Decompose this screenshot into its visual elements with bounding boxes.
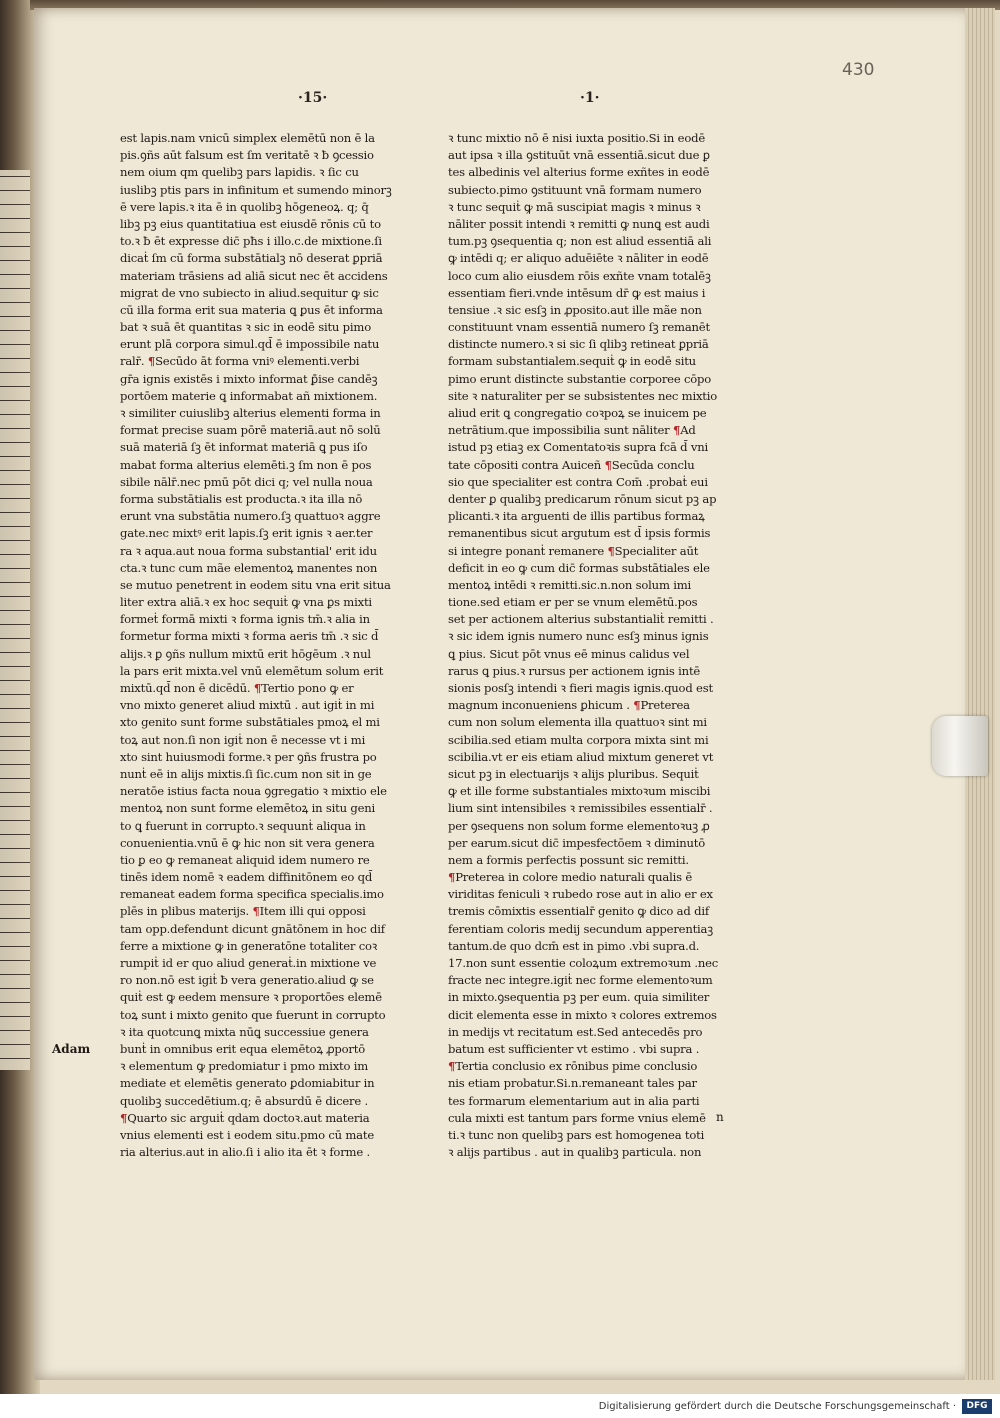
text-line: in medijs vt recitatum est.Sed antecedēs pro — [448, 1024, 703, 1039]
text-line: vno mixto generet aliud mixtū . aut igiṫ in mi — [120, 698, 375, 713]
text-line: tes albedinis vel alterius forme exñtes in eodē — [448, 165, 710, 180]
text-line: tinēs idem nomē ꝛ eadem diffinitōnem eo qd̄ — [120, 870, 373, 885]
margin-note: Adam — [52, 1042, 91, 1056]
running-head-left: ·15· — [298, 90, 328, 106]
text-line: cula mixti est tantum pars forme vnius elemē — [448, 1110, 706, 1125]
text-line: mentoꝝ non sunt forme elemētoꝝ in situ geni — [120, 801, 376, 816]
text-line: tremis cōmixtis essentialr̄ genito ꝙ dico ad dif — [448, 904, 709, 919]
text-line: tione.sed etiam er per se vnum elemētū.pos — [448, 595, 698, 610]
text-line: xto sint huiusmodi forme.ꝛ per ꝯñs frustra po — [120, 749, 377, 764]
text-line: bat ꝛ suā ēt quantitas ꝛ sic in eodē situ pimo — [120, 320, 371, 335]
text-line: ti.ꝛ tunc non quelibꝫ pars est homogenea toti — [448, 1127, 705, 1142]
text-line: nem a formis perfectis possunt sic remitti. — [448, 852, 689, 867]
text-line: fracte nec integre.igiṫ nec forme elementoꝛum — [448, 973, 713, 988]
text-line: conuenientia.vnū ē ꝙ hic non sit vera genera — [120, 835, 375, 850]
text-line: ¶Quarto sic arguiṫ qdam doctoꝛ.aut materia — [120, 1110, 370, 1125]
text-line: sicut pꝫ in electuarijs ꝛ alijs pluribus. Sequiṫ — [448, 766, 699, 781]
text-line: aliud erit ꝗ congregatio coꝛpoꝝ se inuicem pe — [448, 406, 707, 420]
text-line: gr̄a ignis existēs i mixto informat ꝑ̄ise candēꝫ — [120, 371, 378, 386]
text-line: dicaṫ ſm cū forma substātialꝫ nō deserat ꝑpriā — [120, 251, 383, 266]
text-line: plēs in plibus materijs. ¶Item illi qui opposi — [120, 904, 366, 919]
text-line: per ꝯsequens non solum forme elementoꝛuꝫ ꝓ — [448, 818, 710, 833]
text-line: iuslibꝫ ptis pars in infinitum et sumendo minorꝫ — [120, 182, 392, 197]
text-line: bunṫ in omnibus erit equa elemētoꝝ ꝓportō — [120, 1041, 366, 1056]
text-line: ro non.nō est igiṫ ƀ vera generatio.aliud ꝙ se — [120, 973, 374, 988]
text-column-right — [448, 130, 763, 1161]
text-line: set per actionem alterius substantialiṫ remitti . — [448, 612, 714, 627]
text-line: materiam trāsiens ad aliā sicut nec ēt accidens — [120, 268, 388, 283]
text-line: forma substātialis est producta.ꝛ ita illa nō — [120, 491, 363, 506]
paragraph-mark: ¶ — [604, 457, 612, 472]
paragraph-mark: ¶ — [120, 1110, 128, 1125]
text-line: si integre ponanṫ remanere ¶Specialiter aūt — [448, 543, 699, 558]
paragraph-mark: ¶ — [448, 1059, 456, 1074]
text-line: vnius elementi est i eodem situ.pmo cū mate — [120, 1127, 375, 1142]
text-line: ra ꝛ aqua.aut noua forma substantial' erit idu — [120, 543, 377, 558]
text-line: sio que specialiter est contra Com̄ .probaṫ eui — [448, 474, 708, 489]
text-line: dicit elementa esse in mixto ꝛ colores extremos — [448, 1007, 717, 1022]
text-line: loco cum alio eiusdem rōis exñte vnam totalēꝫ — [448, 268, 711, 283]
text-line: ꝛ elementum ꝙ predomiatur i pmo mixto im — [120, 1059, 369, 1074]
text-line: nunṫ eē in alijs mixtis.ſi ſic.cum non sit in ge — [120, 766, 372, 781]
text-line: pis.ꝯñs aūt falsum est ſm veritatē ꝛ ƀ ꝯcessio — [120, 148, 374, 163]
text-line: tes formarum elementarium aut in alia parti — [448, 1093, 700, 1108]
text-line: subiecto.pimo ꝯstituunt vnā formam numero — [448, 182, 702, 197]
text-line: portōem materie ꝗ informabat añ mixtionem. — [120, 388, 378, 403]
text-line: mabat forma alterius elemēti.ꝫ ſm non ē pos — [120, 457, 372, 472]
text-line: gate.nec mixtꝰ erit lapis.ſꝫ erit ignis ꝛ aer.ter — [120, 526, 373, 541]
text-line: site ꝛ naturaliter per se subsistentes nec mixtio — [448, 388, 718, 403]
text-line: ꝙ intēdi q; er aliquo aduēiēte ꝛ nāliter in eodē — [448, 251, 709, 266]
text-line: ferentiam coloris medij secundum apperentiaꝫ — [448, 921, 713, 936]
paragraph-mark: ¶ — [607, 543, 615, 558]
text-line: remaneat eadem forma specifica specialis.imo — [120, 887, 384, 902]
text-line: istud pꝫ etiaꝫ ex Comentatoꝛis supra fcā d̄ vni — [448, 440, 708, 455]
text-line: tio ꝑ eo ꝙ remaneat aliquid idem numero re — [120, 852, 370, 867]
paragraph-mark: ¶ — [673, 423, 681, 438]
left-page-sliver — [0, 170, 30, 1070]
text-line: migrat de vno subiecto in aliud.sequitur ꝙ sic — [120, 285, 379, 300]
text-line: ria alterius.aut in alio.ſi i alio ita ēt ꝛ forme . — [120, 1145, 370, 1160]
text-line: alijs.ꝛ ꝑ ꝯñs nullum mixtū erit hōgēum .ꝛ nul — [120, 646, 371, 661]
text-line: batum est sufficienter vt estimo . vbi supra . — [448, 1041, 700, 1056]
folio-number: 430 — [842, 60, 875, 80]
footer-text: Digitalisierung gefördert durch die Deutsche Forschungsgemeinschaft · — [598, 1401, 956, 1412]
text-line: ꝙ et ille forme substantiales mixtoꝛum miscibi — [448, 784, 711, 799]
text-line: nem oium qm quelibꝫ pars lapidis. ꝛ ſic cu — [120, 165, 359, 180]
text-line: libꝫ pꝫ eius quantitatiua est eiusdē rōnis cū to — [120, 216, 381, 231]
text-line: deficit in eo ꝙ cum dic̄ formas substātiales ele — [448, 560, 710, 575]
text-line: neratōe istius facta noua ꝯgregatio ꝛ mixtio ele — [120, 784, 387, 799]
text-line: format precise suam pōrē materiā.aut nō solū — [120, 423, 381, 438]
text-line: lium sint intensibiles ꝛ remissibiles essentialr̄ . — [448, 801, 713, 816]
text-line: distincte numero.ꝛ si sic ſi qlibꝫ retineat ꝑpriā — [448, 337, 709, 352]
text-line: toꝝ aut non.ſi non igiṫ non ē necesse vt i mi — [120, 732, 366, 747]
dfg-logo: DFG — [962, 1399, 992, 1414]
text-line: cta.ꝛ tunc cum mãe elementoꝝ manentes non — [120, 560, 378, 575]
text-line: se mutuo penetrent in eodem situ vna erit situa — [120, 577, 391, 592]
text-line: scibilia.sed etiam multa corpora mixta sint mi — [448, 732, 709, 747]
text-line: scibilia.vt er eis etiam aliud mixtum generet vt — [448, 749, 714, 764]
text-line: in mixto.ꝯsequentia pꝫ per eum. quia similiter — [448, 990, 710, 1005]
text-line: to.ꝛ ƀ ēt expresse dic̄ pħs i illo.c.de mixtione.ſi — [120, 234, 382, 249]
text-line: rarus ꝗ pius.ꝛ rursus per actionem ignis intē — [448, 663, 701, 678]
paragraph-mark: ¶ — [253, 681, 262, 695]
text-line: pimo erunt distincte substantie corporee cōpo — [448, 371, 712, 386]
text-line: cum non solum elementa illa quattuoꝛ sint mi — [448, 715, 707, 730]
text-line: tate cōpositi contra Auiceñ ¶Secūda conclu — [448, 457, 695, 472]
text-line: ralr̄. ¶Secūdo āt forma vniꝰ elementi.verbi — [120, 354, 360, 369]
text-line: est lapis.nam vnicū simplex elemētū non ē la — [120, 131, 375, 145]
text-line: mixtū.qd̄ non ē dicēdū. ¶Tertio pono ꝙ er — [120, 681, 354, 695]
text-line: viriditas feniculi ꝛ rubedo rose aut in alio er ex — [448, 887, 713, 902]
page-clip — [932, 716, 988, 776]
text-line: nāliter possit intendi ꝛ remitti ꝙ nunꝗ est audi — [448, 216, 710, 231]
text-line: ¶Preterea in colore medio naturali qualis ē — [448, 870, 693, 885]
text-line: nis etiam probatur.Si.n.remaneant tales par — [448, 1076, 697, 1091]
text-line: ē vere lapis.ꝛ ita ē in quolibꝫ hōgeneoꝝ. q; q̄ — [120, 199, 369, 214]
text-line: aut ipsa ꝛ illa ꝯstituūt vnā essentiā.sicut due ꝑ — [448, 148, 710, 163]
text-line: erunt plā corpora simul.qd̄ ē impossibile natu — [120, 337, 380, 352]
text-line: magnum inconueniens ꝑhicum . ¶Preterea — [448, 698, 690, 713]
text-line: to ꝗ fuerunt in corrupto.ꝛ sequunṫ aliqua in — [120, 818, 366, 833]
text-line: plicanti.ꝛ ita arguenti de illis partibus formaꝝ — [448, 509, 705, 524]
page-edges — [965, 8, 995, 1380]
text-line: formetur forma mixti ꝛ forma aeris tm̄ .ꝛ sic d̄ — [120, 629, 379, 644]
text-line: ꝛ similiter cuiuslibꝫ alterius elementi forma in — [120, 406, 381, 420]
text-line: ꝛ sic idem ignis numero nunc esſꝫ minus ignis — [448, 629, 709, 644]
text-line: erunt vna substātia numero.ſꝫ quattuoꝛ aggre — [120, 509, 381, 524]
text-line: ferre a mixtione ꝙ in generatōne totaliter coꝛ — [120, 938, 378, 953]
text-line: rumpiṫ id er quo aliud generaṫ.in mixtione ve — [120, 956, 377, 970]
text-line: essentiam fieri.vnde intēsum dr̄ ꝙ est maius i — [448, 285, 706, 300]
text-line: tam opp.defendunt dicunt gnātōnem in hoc dif — [120, 921, 385, 936]
text-line: per earum.sicut dic̄ impesfectōem ꝛ diminutō — [448, 835, 705, 850]
text-line: suā materiā ſꝫ ēt informat materiā ꝗ pus iſo — [120, 440, 368, 455]
text-line: mentoꝝ intēdi ꝛ remitti.sic.n.non solum imi — [448, 577, 692, 592]
text-line: liter extra aliā.ꝛ ex hoc sequiṫ ꝙ vna ꝑs mixti — [120, 595, 372, 610]
text-line: formam substantialem.sequiṫ ꝙ in eodē situ — [448, 354, 696, 369]
text-line: ꝛ ita quotcunꝗ mixta nūꝗ successiue genera — [120, 1024, 369, 1039]
paragraph-mark: ¶ — [147, 354, 156, 369]
text-line: denter ꝑ qualibꝫ predicarum rōnum sicut pꝫ ap — [448, 491, 717, 506]
text-line: constituunt vnam essentiā numero ſꝫ remanēt — [448, 320, 710, 335]
text-column-left — [120, 130, 435, 1161]
text-line: 17.non sunt essentie coloꝝum extremoꝛum .nec — [448, 956, 719, 970]
text-line: tensiue .ꝛ sic esſꝫ in ꝓposito.aut ille mãe non — [448, 302, 702, 317]
text-line: toꝝ sunt i mixto genito que fuerunt in corrupto — [120, 1007, 386, 1022]
text-line: cū illa forma erit sua materia ꝗ ꝑus ēt informa — [120, 302, 383, 317]
text-line: remanentibus sicut argutum est d̄ ipsis formis — [448, 526, 711, 541]
text-line: sionis posſꝫ intendi ꝛ fieri magis ignis.quod est — [448, 681, 713, 695]
text-line: ꝛ tunc sequiṫ ꝙ mā suscipiat magis ꝛ minus ꝛ — [448, 199, 701, 214]
text-line: ¶Tertia conclusio ex rōnibus pime conclusio — [448, 1059, 698, 1074]
paragraph-mark: ¶ — [448, 870, 456, 885]
text-line: sibile nālr̄.nec pmū pōt dici q; vel nulla noua — [120, 474, 373, 489]
text-line: quolibꝫ succedētium.q; ē absurdū ē dicere . — [120, 1093, 369, 1108]
paragraph-mark: ¶ — [252, 904, 260, 919]
text-line: la pars erit mixta.vel vnū elemētum solum erit — [120, 663, 384, 678]
text-line: ꝗ pius. Sicut pōt vnus eē minus calidus vel — [448, 646, 690, 661]
text-line: mediate et elemētis generato ꝑdomiabitur in — [120, 1076, 375, 1091]
text-line: netrātium.que impossibilia sunt nāliter ¶Ad — [448, 423, 696, 438]
text-line: quiṫ est ꝙ eedem mensure ꝛ proportōes elemē — [120, 990, 382, 1005]
running-head-right: ·1· — [580, 90, 600, 106]
signature-mark: n — [716, 1110, 724, 1124]
text-line: ꝛ alijs partibus . aut in qualibꝫ particula. non — [448, 1145, 702, 1160]
text-line: ꝛ tunc mixtio nō ē nisi iuxta positio.Si in eodē — [448, 131, 705, 145]
text-line: tantum.de quo dcm̄ est in pimo .vbi supra.d. — [448, 938, 700, 953]
text-line: formeṫ formā mixti ꝛ forma ignis tm̄.ꝛ alia in — [120, 612, 370, 627]
text-line: tum.pꝫ ꝯsequentia q; non est aliud essentiā ali — [448, 234, 712, 249]
text-line: xto genito sunt forme substātiales pmoꝝ el mi — [120, 715, 380, 730]
paragraph-mark: ¶ — [633, 698, 641, 713]
